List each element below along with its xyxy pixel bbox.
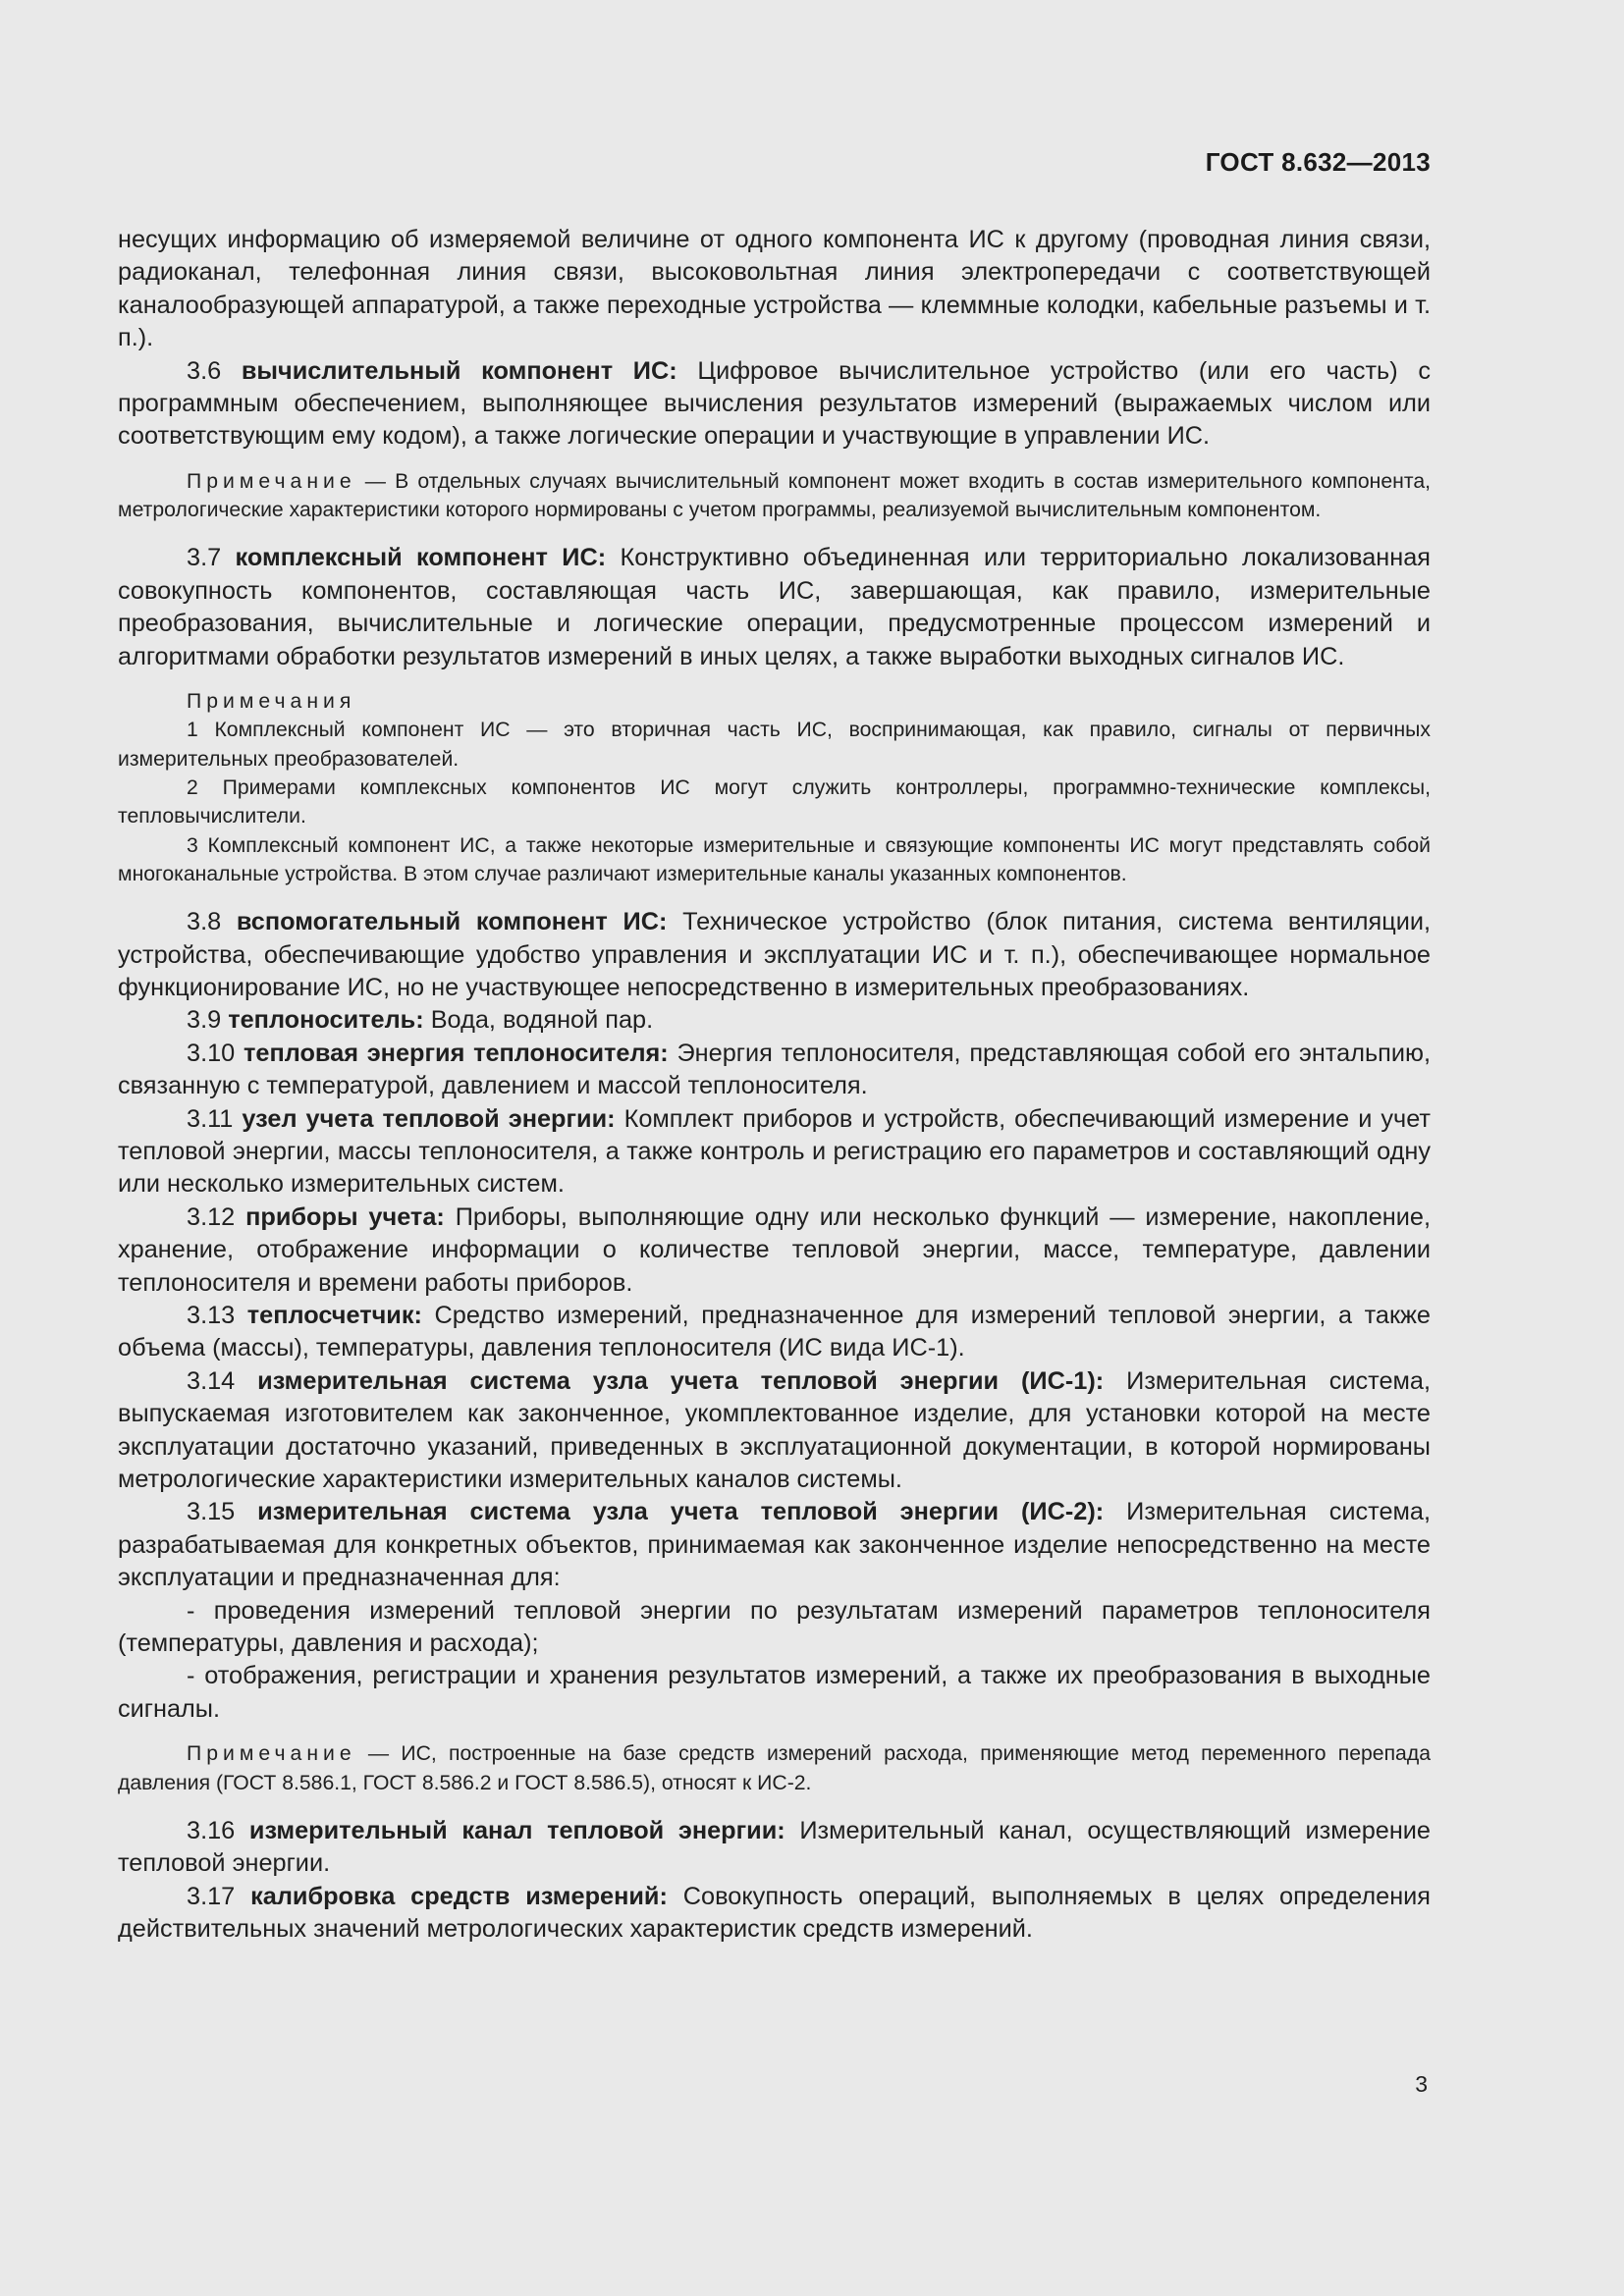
note-3-15: Примечание — ИС, построенные на базе средств измерений расхода, применяющие метод переменного перепада давления (ГОСТ 8.586.1, ГОСТ 8.586.2 и ГОСТ 8.586.5), относят к ИС-2. — [118, 1742, 1431, 1794]
clause-3-9: 3.9 теплоноситель: Вода, водяной пар. — [187, 1006, 654, 1035]
term: тепловая энергия теплоносителя: — [244, 1039, 669, 1067]
clause-3-10: 3.10 тепловая энергия теплоносителя: Энергия теплоносителя, представляющая собой его энтальпию, связанную с температурой, давлением и массой теплоносителя. — [118, 1039, 1431, 1100]
term: узел учета тепловой энергии: — [242, 1104, 616, 1133]
document-header: ГОСТ 8.632—2013 — [1205, 147, 1431, 177]
clause-3-6: 3.6 вычислительный компонент ИС: Цифровое вычислительное устройство (или его часть) с программным обеспечением, выполняющее вычисления результатов измерений (выражаемых числом или соответствующим ему кодом), а также логические операции и участвующие в управлении ИС. — [118, 356, 1432, 451]
intro-paragraph: несущих информацию об измеряемой величине от одного компонента ИС к другому (проводная линия связи, радиоканал, телефонная линия связи, высоковольтная линия электропередачи с соответствующей каналообразующей аппаратурой, а также переходные устройства — клеммные колодки, кабельные разъемы и т. п.). — [118, 226, 1431, 352]
clause-3-7: 3.7 комплексный компонент ИС: Конструктивно объединенная или территориально локализованная совокупность компонентов, составляющая часть ИС, завершающая, как правило, измерительные преобразования, вычислительные и логические операции, предусмотренные процессом измерений и алгоритмами обработки результатов измерений в иных целях, а также выработки выходных сигналов ИС. — [118, 544, 1431, 670]
clause-3-17: 3.17 калибровка средств измерений: Совокупность операций, выполняемых в целях определения действительных значений метрологических характеристик средств измерений. — [118, 1882, 1431, 1944]
term: вспомогательный компонент ИС: — [236, 908, 668, 936]
clause-3-15-item-2: - отображения, регистрации и хранения результатов измерений, а также их преобразования в выходные сигналы. — [118, 1662, 1431, 1723]
clause-3-13: 3.13 теплосчетчик: Средство измерений, предназначенное для измерений тепловой энергии, а также объема (массы), температуры, давления теплоносителя (ИС вида ИС-1). — [118, 1302, 1432, 1362]
clause-3-15-item-1: - проведения измерений тепловой энергии по результатам измерений параметров теплоносителя (температуры, давления и расхода); — [118, 1596, 1431, 1658]
note-3-7-2: 2 Примерами комплексных компонентов ИС могут служить контроллеры, программно-технические комплексы, тепловычислители. — [118, 775, 1431, 828]
term: измерительный канал тепловой энергии: — [248, 1816, 785, 1844]
document-body — [118, 224, 1431, 1947]
clause-3-14: 3.14 измерительная система узла учета тепловой энергии (ИС-1): Измерительная система, выпускаемая изготовителем как законченное, укомплектованное изделие, для установки которой на месте эксплуатации достаточно указаний, приведенных в эксплуатационной документации, в которой нормированы метрологические характеристики измерительных каналов системы. — [118, 1366, 1432, 1494]
term: калибровка средств измерений: — [250, 1882, 668, 1910]
clause-3-16: 3.16 измерительный канал тепловой энергии: Измерительный канал, осуществляющий измерение тепловой энергии. — [118, 1816, 1432, 1878]
term: теплоноситель: — [228, 1006, 424, 1035]
term: приборы учета: — [245, 1202, 445, 1231]
clause-3-8: 3.8 вспомогательный компонент ИС: Техническое устройство (блок питания, система вентиляции, устройства, обеспечивающие удобство управления и эксплуатации ИС и т. п.), обеспечивающее нормальное функционирование ИС, но не участвующее непосредственно в измерительных преобразованиях. — [118, 908, 1431, 1001]
term: теплосчетчик: — [246, 1302, 422, 1330]
note-label: Примечание — [187, 469, 356, 493]
page-number: 3 — [1415, 2071, 1428, 2097]
note-label: Примечание — [187, 1742, 356, 1766]
note-3-7-3: 3 Комплексный компонент ИС, а также некоторые измерительные и связующие компоненты ИС могут представлять собой многоканальные устройства. В этом случае различают измерительные каналы указанных компонентов. — [118, 833, 1431, 885]
clause-3-11: 3.11 узел учета тепловой энергии: Комплект приборов и устройств, обеспечивающий измерение и учет тепловой энергии, массы теплоносителя, а также контроль и регистрацию его параметров и составляющий одну или несколько измерительных систем. — [118, 1104, 1432, 1199]
term: вычислительный компонент ИС: — [241, 356, 677, 385]
clause-3-12: 3.12 приборы учета: Приборы, выполняющие одну или несколько функций — измерение, накопление, хранение, отображение информации о количестве тепловой энергии, массе, температуре, давлении теплоносителя и времени работы приборов. — [118, 1202, 1432, 1297]
notes-3-7-label: Примечания — [187, 690, 356, 714]
term: измерительная система узла учета тепловой энергии (ИС-2): — [257, 1498, 1105, 1526]
clause-3-15: 3.15 измерительная система узла учета тепловой энергии (ИС-2): Измерительная система, разрабатываемая для конкретных объектов, принимаемая как законченное изделие непосредственно на месте эксплуатации и предназначенная для: — [118, 1498, 1432, 1592]
note-3-6: Примечание — В отдельных случаях вычислительный компонент может входить в состав измерительного компонента, метрологические характеристики которого нормированы с учетом программы, реализуемой вычислительным компонентом. — [118, 469, 1432, 522]
term: комплексный компонент ИС: — [235, 544, 607, 572]
term: измерительная система узла учета тепловой энергии (ИС-1): — [257, 1366, 1105, 1395]
note-3-7-1: 1 Комплексный компонент ИС — это вторичная часть ИС, воспринимающая, как правило, сигналы от первичных измерительных преобразователей. — [118, 719, 1431, 771]
